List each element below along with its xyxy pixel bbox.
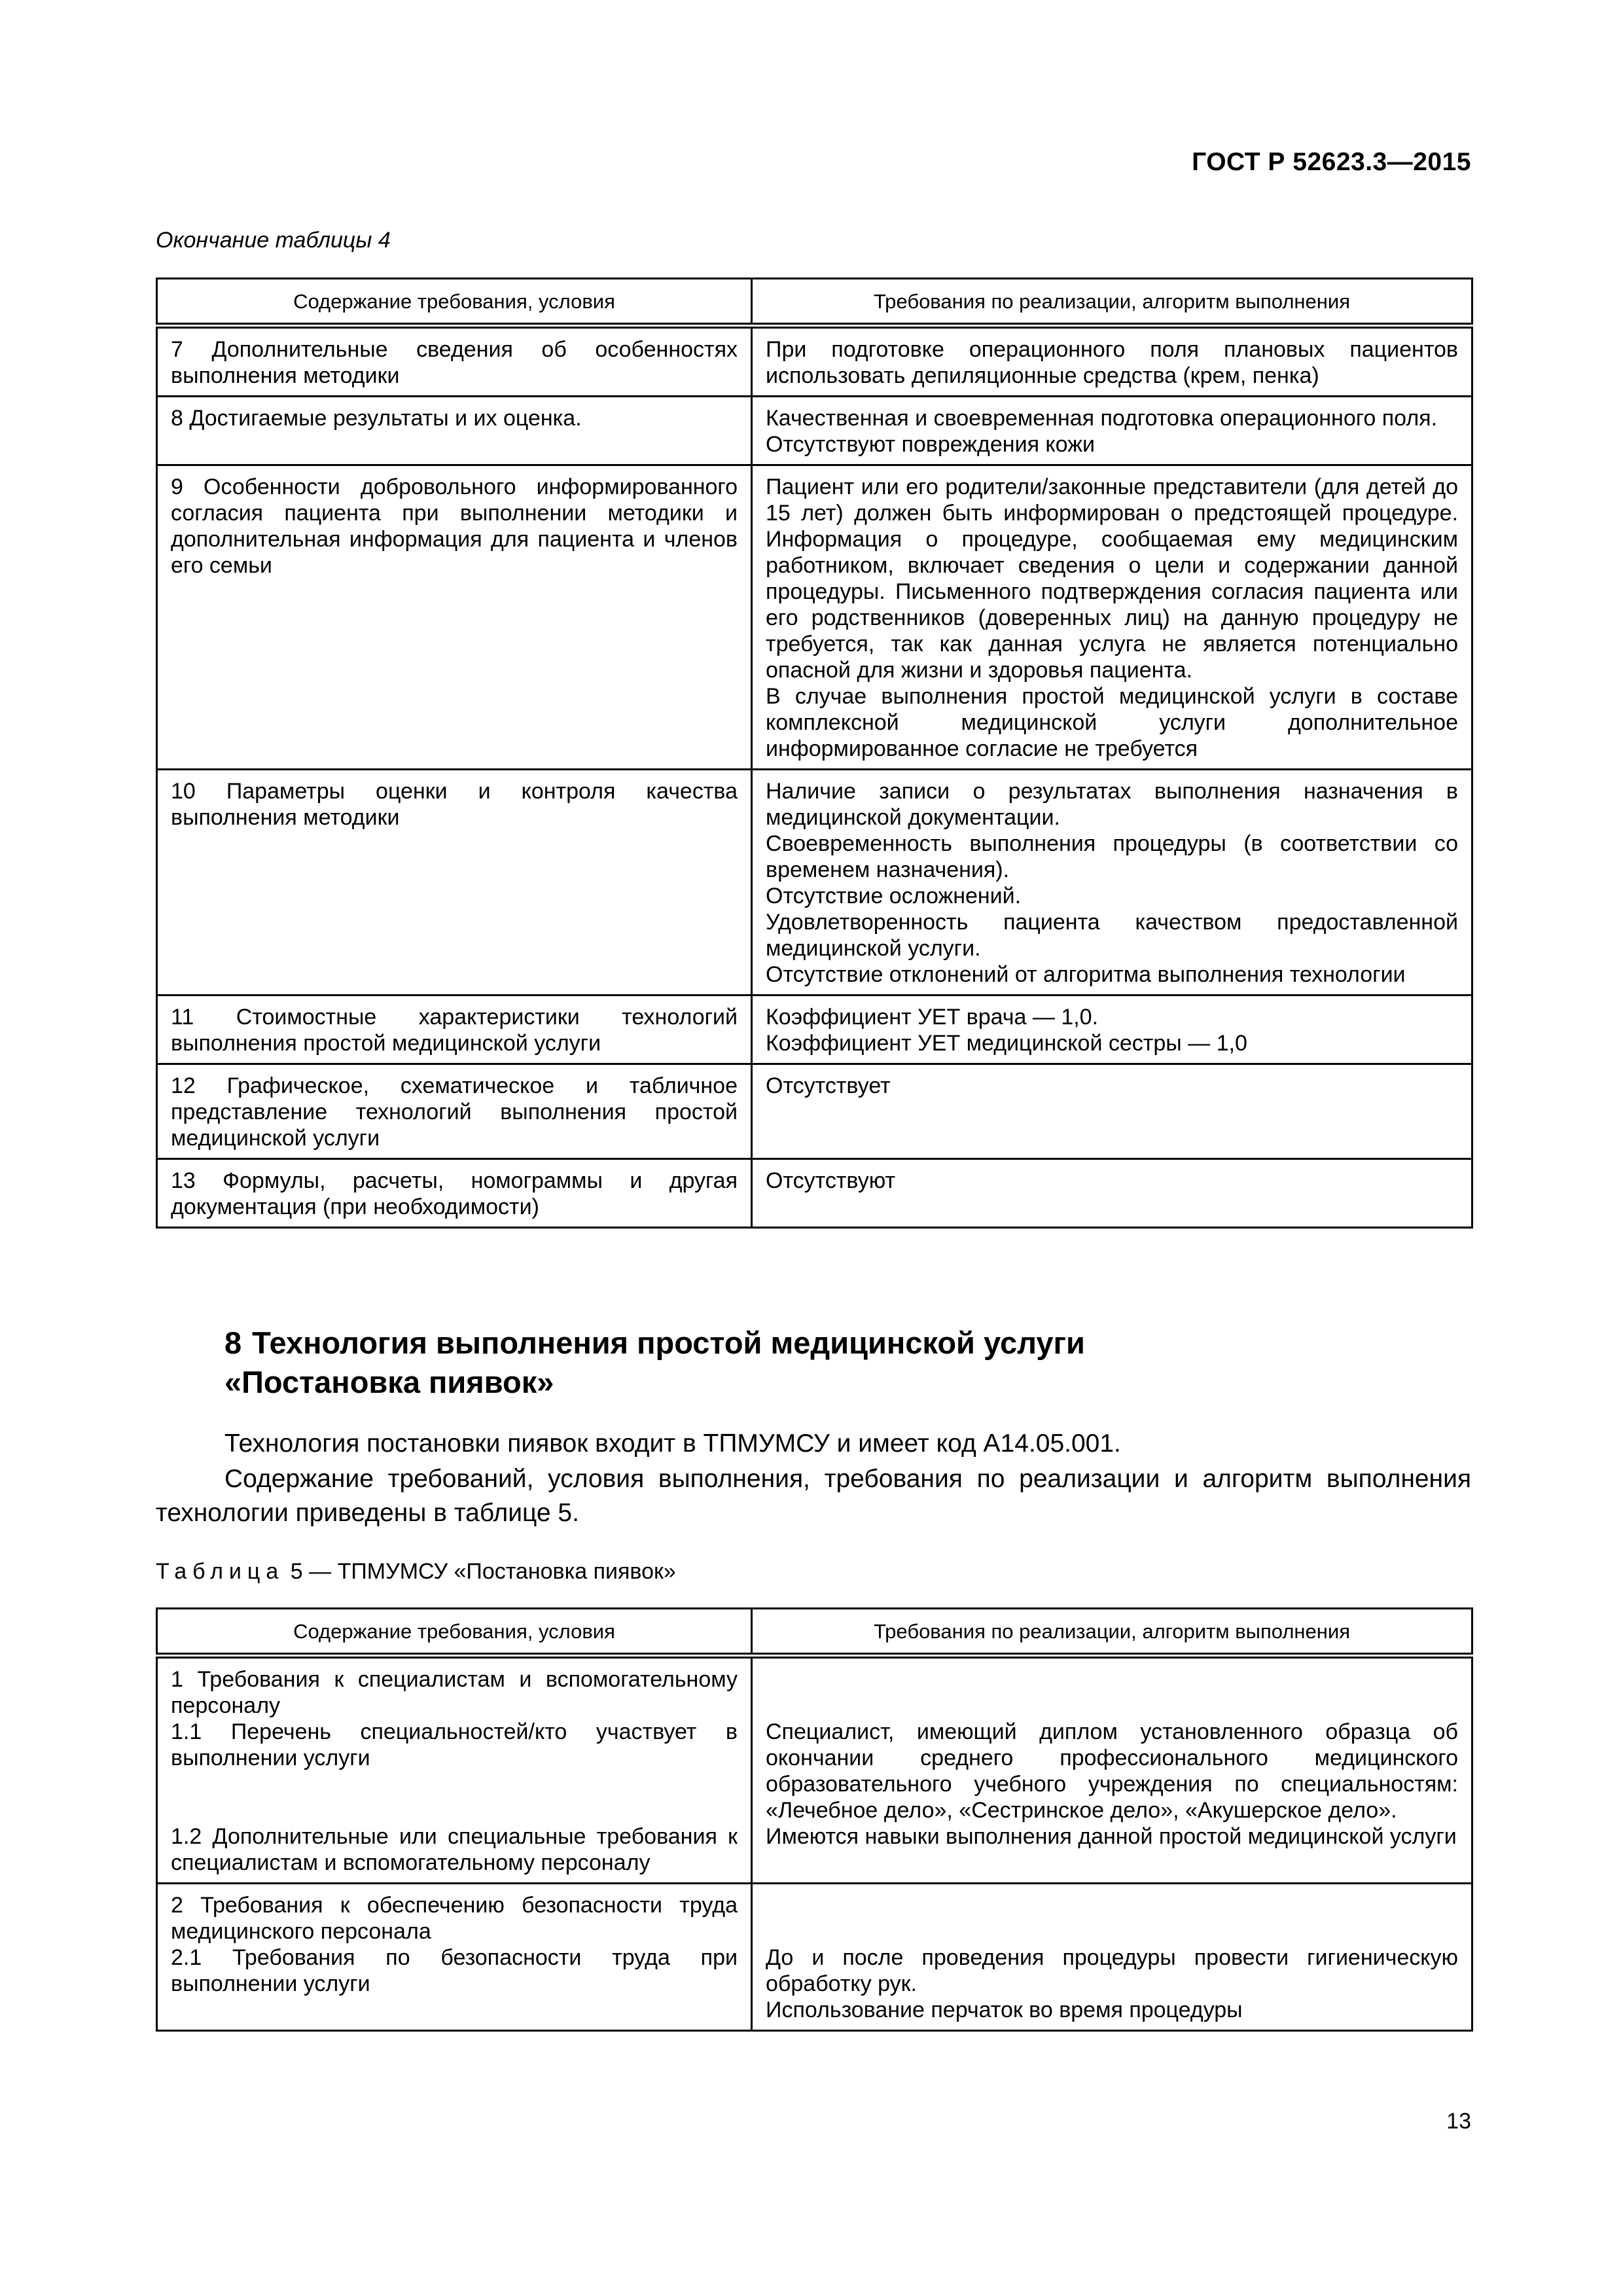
column-header: Требования по реализации, алгоритм выполнения (752, 279, 1472, 326)
table-header-row (157, 279, 1472, 326)
cell-line: Специалист, имеющий диплом установленного образца об окончании среднего профессионального медицинского образовательного учебного учреждения по специальностям: «Лечебное дело», «Сестринское дело», «Акушерское дело». (766, 1719, 1458, 1823)
table-cell (157, 465, 752, 770)
table-cell (157, 1884, 752, 2031)
table-row (157, 1159, 1472, 1228)
table-cell (157, 1656, 752, 1884)
table-cell (752, 1064, 1472, 1159)
cell-line: 1.1 Перечень специальностей/кто участвует в выполнении услуги (171, 1719, 738, 1770)
cell-line: В случае выполнения простой медицинской услуги в составе комплексной медицинской услуги дополнительное информированное согласие не требуется (766, 684, 1458, 761)
body-paragraph (156, 1462, 1471, 1530)
table-cell (157, 397, 752, 465)
cell-line: Отсутствуют повреждения кожи (766, 432, 1095, 457)
table-row (157, 770, 1472, 996)
table-cell (752, 1884, 1472, 2031)
requirements-table-4 (156, 278, 1473, 1229)
section-title-line: Технология выполнения простой медицинской услуги (252, 1325, 1085, 1360)
table-caption: Окончание таблицы 4 (156, 228, 391, 253)
table-cell (157, 1064, 752, 1159)
table-cell (752, 1656, 1472, 1884)
section-title-line: «Постановка пиявок» (224, 1365, 554, 1399)
cell-line: Своевременность выполнения процедуры (в соответствии со временем назначения). (766, 831, 1458, 882)
paragraph-text: Содержание требований, условия выполнения, требования по реализации и алгоритм выполнения технологии приведены в таблице 5. (156, 1465, 1471, 1527)
caption-label: Таблица (156, 1559, 285, 1584)
cell-line: 11 Стоимостные характеристики технологий выполнения простой медицинской услуги (171, 1005, 738, 1056)
column-header: Требования по реализации, алгоритм выполнения (752, 1609, 1472, 1656)
cell-line: Отсутствуют (766, 1168, 896, 1193)
table-cell (752, 1159, 1472, 1228)
cell-line: 1.2 Дополнительные или специальные требования к специалистам и вспомогательному персоналу (171, 1824, 738, 1875)
table-row (157, 1064, 1472, 1159)
cell-line: 10 Параметры оценки и контроля качества выполнения методики (171, 779, 738, 830)
cell-line: Коэффициент УЕТ врача — 1,0. (766, 1005, 1099, 1030)
table-cell (157, 1159, 752, 1228)
table-row (157, 996, 1472, 1064)
table-row (157, 397, 1472, 465)
page-number: 13 (1446, 2109, 1471, 2134)
cell-line: Использование перчаток во время процедуры (766, 1998, 1243, 2022)
cell-line: Отсутствие осложнений. (766, 884, 1022, 908)
cell-line: Качественная и своевременная подготовка операционного поля. (766, 406, 1438, 431)
cell-line: Имеются навыки выполнения данной простой медицинской услуги (766, 1824, 1457, 1849)
cell-line: При подготовке операционного поля плановых пациентов использовать депиляционные средства (крем, пенка) (766, 337, 1458, 388)
cell-line: Пациент или его родители/законные представители (для детей до 15 лет) должен быть информирован о предстоящей процедуре. Информация о процедуре, сообщаемая ему медицинским работником, включает сведения о цели и содержании данной процедуры. Письменного подтверждения согласия пациента или его родственников (доверенных лиц) на данную процедуру не требуется, так как данная услуга не является потенциально опасной для жизни и здоровья пациента. (766, 475, 1458, 683)
cell-line: 9 Особенности добровольного информированного согласия пациента при выполнении методики и дополнительная информация для пациента и членов его семьи (171, 475, 738, 578)
table-cell (752, 996, 1472, 1064)
cell-line: 1 Требования к специалистам и вспомогательному персоналу (171, 1667, 738, 1718)
table-row (157, 465, 1472, 770)
table-cell (157, 770, 752, 996)
cell-line: Отсутствует (766, 1073, 891, 1098)
table-caption (156, 1559, 676, 1585)
document-code: ГОСТ Р 52623.3—2015 (1192, 148, 1471, 176)
cell-line: 7 Дополнительные сведения об особенностях выполнения методики (171, 337, 738, 388)
table-row (157, 326, 1472, 397)
section-number: 8 (224, 1325, 242, 1360)
cell-line: 13 Формулы, расчеты, номограммы и другая документация (при необходимости) (171, 1168, 738, 1219)
cell-line: Наличие записи о результатах выполнения назначения в медицинской документации. (766, 779, 1458, 830)
cell-line: 12 Графическое, схематическое и табличное представление технологий выполнения простой медицинской услуги (171, 1073, 738, 1151)
column-header: Содержание требования, условия (157, 1609, 752, 1656)
paragraph-text: Технология постановки пиявок входит в ТПМУМСУ и имеет код А14.05.001. (224, 1429, 1121, 1458)
table-cell (752, 770, 1472, 996)
cell-line: 2 Требования к обеспечению безопасности труда медицинского персонала (171, 1893, 738, 1944)
table-cell (157, 326, 752, 397)
table-cell (752, 326, 1472, 397)
cell-line: Коэффициент УЕТ медицинской сестры — 1,0 (766, 1031, 1247, 1056)
section-heading (224, 1323, 1337, 1402)
cell-line: Отсутствие отклонений от алгоритма выполнения технологии (766, 962, 1406, 987)
cell-line: 2.1 Требования по безопасности труда при выполнении услуги (171, 1945, 738, 1996)
table-row (157, 1884, 1472, 2031)
caption-text: 5 — ТПМУМСУ «Постановка пиявок» (290, 1559, 676, 1584)
table-cell (752, 397, 1472, 465)
column-header: Содержание требования, условия (157, 279, 752, 326)
cell-line: До и после проведения процедуры провести гигиеническую обработку рук. (766, 1945, 1458, 1996)
table-header-row (157, 1609, 1472, 1656)
cell-line: Удовлетворенность пациента качеством предоставленной медицинской услуги. (766, 910, 1458, 961)
table-row (157, 1656, 1472, 1884)
table-cell (157, 996, 752, 1064)
requirements-table-5 (156, 1607, 1473, 2032)
body-paragraph (156, 1427, 1471, 1461)
cell-line: 8 Достигаемые результаты и их оценка. (171, 406, 582, 431)
table-cell (752, 465, 1472, 770)
